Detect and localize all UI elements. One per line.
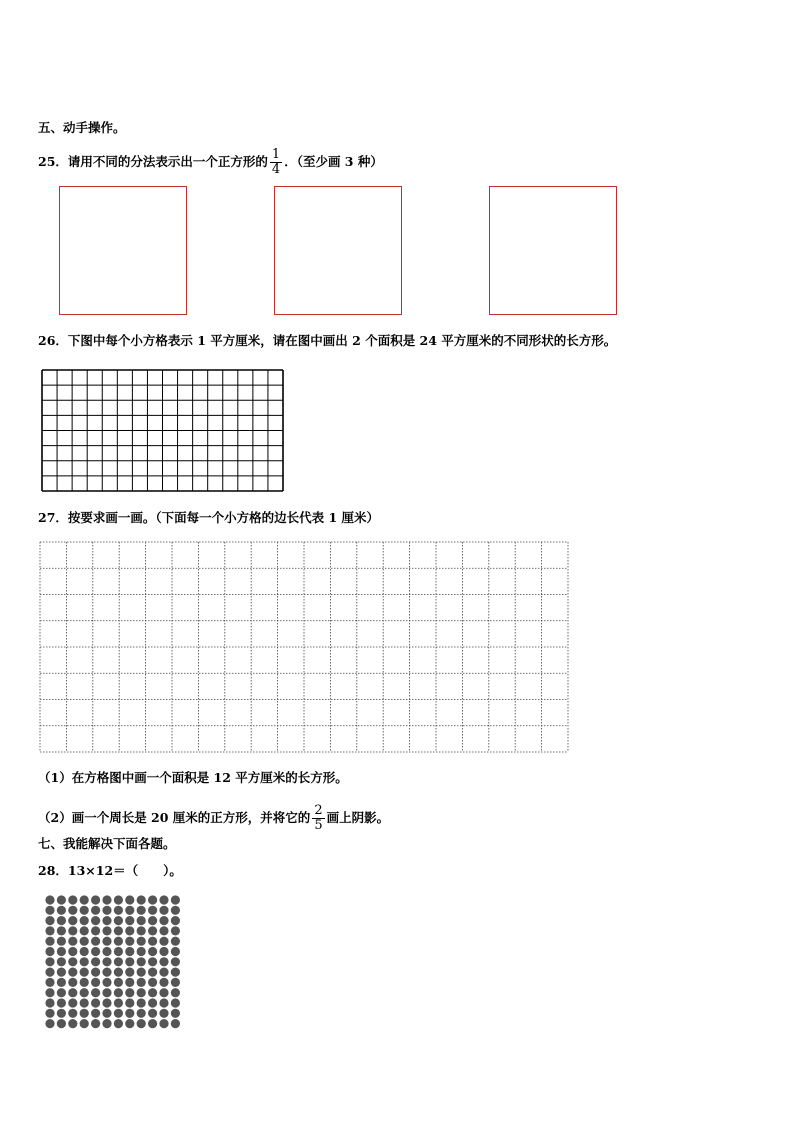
- dotted-grid-q27[interactable]: [39, 541, 569, 753]
- question-25: [38, 148, 383, 177]
- dot: [171, 1019, 180, 1028]
- dot: [45, 998, 54, 1007]
- dot: [114, 947, 123, 956]
- dot: [80, 957, 89, 966]
- fraction-numerator: 2: [314, 803, 323, 818]
- section-title-7: 七、我能解决下面各题。: [38, 836, 176, 851]
- dot: [114, 988, 123, 997]
- question-27-part-2-prefix: （2）画一个周长是 20 厘米的正方形，并将它的: [38, 810, 311, 825]
- dot: [148, 978, 157, 987]
- dot: [137, 926, 146, 935]
- dot: [125, 957, 134, 966]
- dot: [68, 1009, 77, 1018]
- dot: [148, 998, 157, 1007]
- dot: [125, 926, 134, 935]
- dot: [45, 957, 54, 966]
- dot: [57, 978, 66, 987]
- dot: [91, 988, 100, 997]
- dot: [171, 895, 180, 904]
- question-27-part-1: （1）在方格图中画一个面积是 12 平方厘米的长方形。: [38, 770, 348, 785]
- dot: [57, 906, 66, 915]
- dot: [148, 926, 157, 935]
- dot: [171, 957, 180, 966]
- dot: [114, 895, 123, 904]
- section-title-5: 五、动手操作。: [38, 120, 126, 135]
- dot: [80, 998, 89, 1007]
- dot: [91, 1009, 100, 1018]
- dot: [137, 978, 146, 987]
- dot: [148, 1009, 157, 1018]
- dot: [159, 916, 168, 925]
- dot: [91, 937, 100, 946]
- fraction-denominator: 5: [314, 818, 323, 833]
- dot: [45, 937, 54, 946]
- dot: [114, 968, 123, 977]
- dot: [45, 947, 54, 956]
- dot: [102, 926, 111, 935]
- dot: [57, 947, 66, 956]
- dot: [159, 937, 168, 946]
- dot: [68, 968, 77, 977]
- dot: [45, 1019, 54, 1028]
- question-27-part-2: [38, 804, 389, 833]
- dot: [159, 978, 168, 987]
- dot: [159, 1019, 168, 1028]
- dot: [171, 968, 180, 977]
- dot: [45, 916, 54, 925]
- dot: [80, 937, 89, 946]
- dot: [80, 947, 89, 956]
- dot: [137, 906, 146, 915]
- dot: [68, 916, 77, 925]
- dot: [148, 1019, 157, 1028]
- dot: [80, 968, 89, 977]
- dot: [114, 906, 123, 915]
- dot: [159, 906, 168, 915]
- dot: [91, 926, 100, 935]
- dot: [159, 1009, 168, 1018]
- dot: [102, 937, 111, 946]
- dot: [102, 957, 111, 966]
- dot: [68, 937, 77, 946]
- dot: [137, 988, 146, 997]
- dot: [57, 926, 66, 935]
- dot: [91, 978, 100, 987]
- dot: [45, 978, 54, 987]
- dot: [148, 968, 157, 977]
- dot: [125, 1019, 134, 1028]
- dot: [148, 947, 157, 956]
- fraction-one-quarter: [270, 148, 282, 177]
- dot: [125, 988, 134, 997]
- question-28: 28．13×12＝（ ）。: [38, 863, 182, 878]
- dot: [102, 1009, 111, 1018]
- dot: [102, 978, 111, 987]
- dot: [148, 906, 157, 915]
- dot: [114, 937, 123, 946]
- dot: [125, 895, 134, 904]
- dot: [68, 1019, 77, 1028]
- dot: [57, 895, 66, 904]
- dot: [68, 906, 77, 915]
- dot: [137, 968, 146, 977]
- dot-array-q28: [44, 894, 186, 1032]
- dot: [137, 998, 146, 1007]
- dot: [171, 978, 180, 987]
- dot: [68, 998, 77, 1007]
- dot: [137, 1019, 146, 1028]
- dot: [171, 906, 180, 915]
- fraction-two-fifths: [312, 804, 324, 833]
- dot: [102, 895, 111, 904]
- dot: [102, 1019, 111, 1028]
- question-27: 27．按要求画一画。（下面每一个小方格的边长代表 1 厘米）: [38, 510, 380, 525]
- dot: [114, 1019, 123, 1028]
- dot: [45, 906, 54, 915]
- dot: [68, 895, 77, 904]
- dot: [159, 968, 168, 977]
- dot: [45, 968, 54, 977]
- dot: [137, 916, 146, 925]
- dot: [91, 947, 100, 956]
- dot: [137, 1009, 146, 1018]
- dot: [125, 998, 134, 1007]
- dot: [91, 895, 100, 904]
- dot: [91, 916, 100, 925]
- dot: [125, 978, 134, 987]
- dot: [91, 968, 100, 977]
- fraction-numerator: 1: [271, 147, 281, 162]
- square-drawing-area-3[interactable]: [489, 186, 617, 315]
- dot: [80, 1009, 89, 1018]
- dot: [68, 926, 77, 935]
- dot: [57, 998, 66, 1007]
- dot: [114, 1009, 123, 1018]
- dot: [137, 947, 146, 956]
- dot: [171, 988, 180, 997]
- dot: [102, 916, 111, 925]
- dot: [80, 906, 89, 915]
- dot: [125, 968, 134, 977]
- dot: [91, 906, 100, 915]
- question-25-prefix: 25．请用不同的分法表示出一个正方形的: [38, 154, 268, 169]
- dot: [114, 926, 123, 935]
- dot: [159, 988, 168, 997]
- dot: [68, 988, 77, 997]
- dot: [171, 926, 180, 935]
- dot: [102, 998, 111, 1007]
- dot: [68, 957, 77, 966]
- dot: [171, 916, 180, 925]
- dot: [68, 978, 77, 987]
- dot: [114, 957, 123, 966]
- dot: [159, 926, 168, 935]
- dot: [148, 988, 157, 997]
- dot: [171, 1009, 180, 1018]
- dot: [57, 1019, 66, 1028]
- dot: [171, 937, 180, 946]
- dot: [57, 937, 66, 946]
- dot: [148, 957, 157, 966]
- dot: [102, 988, 111, 997]
- dot: [171, 998, 180, 1007]
- dot: [102, 968, 111, 977]
- dot: [114, 916, 123, 925]
- dot: [57, 968, 66, 977]
- dot: [171, 947, 180, 956]
- question-27-part-2-suffix: 画上阴影。: [326, 810, 390, 825]
- dot: [114, 978, 123, 987]
- dot: [148, 937, 157, 946]
- dot: [125, 906, 134, 915]
- square-grid-q26[interactable]: [41, 369, 284, 492]
- dot: [148, 916, 157, 925]
- dot: [45, 895, 54, 904]
- dot: [125, 916, 134, 925]
- dot: [45, 988, 54, 997]
- question-25-suffix: ．（至少画 3 种）: [284, 154, 383, 169]
- dot: [137, 895, 146, 904]
- dot: [80, 1019, 89, 1028]
- dot: [125, 947, 134, 956]
- dot: [159, 998, 168, 1007]
- square-drawing-area-1[interactable]: [59, 186, 187, 315]
- dot: [159, 947, 168, 956]
- dot: [114, 998, 123, 1007]
- dot: [159, 895, 168, 904]
- dot: [57, 1009, 66, 1018]
- fraction-denominator: 4: [271, 162, 281, 177]
- dot: [148, 895, 157, 904]
- dot: [57, 916, 66, 925]
- dot: [125, 937, 134, 946]
- question-26: 26．下图中每个小方格表示 1 平方厘米，请在图中画出 2 个面积是 24 平方厘米的不同形状的长方形。: [38, 333, 617, 348]
- dot: [80, 895, 89, 904]
- dot: [102, 947, 111, 956]
- square-drawing-area-2[interactable]: [274, 186, 402, 315]
- dot: [80, 978, 89, 987]
- dot: [80, 926, 89, 935]
- dot: [45, 926, 54, 935]
- dot: [80, 916, 89, 925]
- dot: [125, 1009, 134, 1018]
- dot: [91, 1019, 100, 1028]
- dot: [91, 957, 100, 966]
- dot: [102, 906, 111, 915]
- dot: [137, 937, 146, 946]
- dot: [57, 957, 66, 966]
- dot: [45, 1009, 54, 1018]
- dot: [80, 988, 89, 997]
- dot: [91, 998, 100, 1007]
- dot: [57, 988, 66, 997]
- dot: [68, 947, 77, 956]
- dot: [159, 957, 168, 966]
- dot: [137, 957, 146, 966]
